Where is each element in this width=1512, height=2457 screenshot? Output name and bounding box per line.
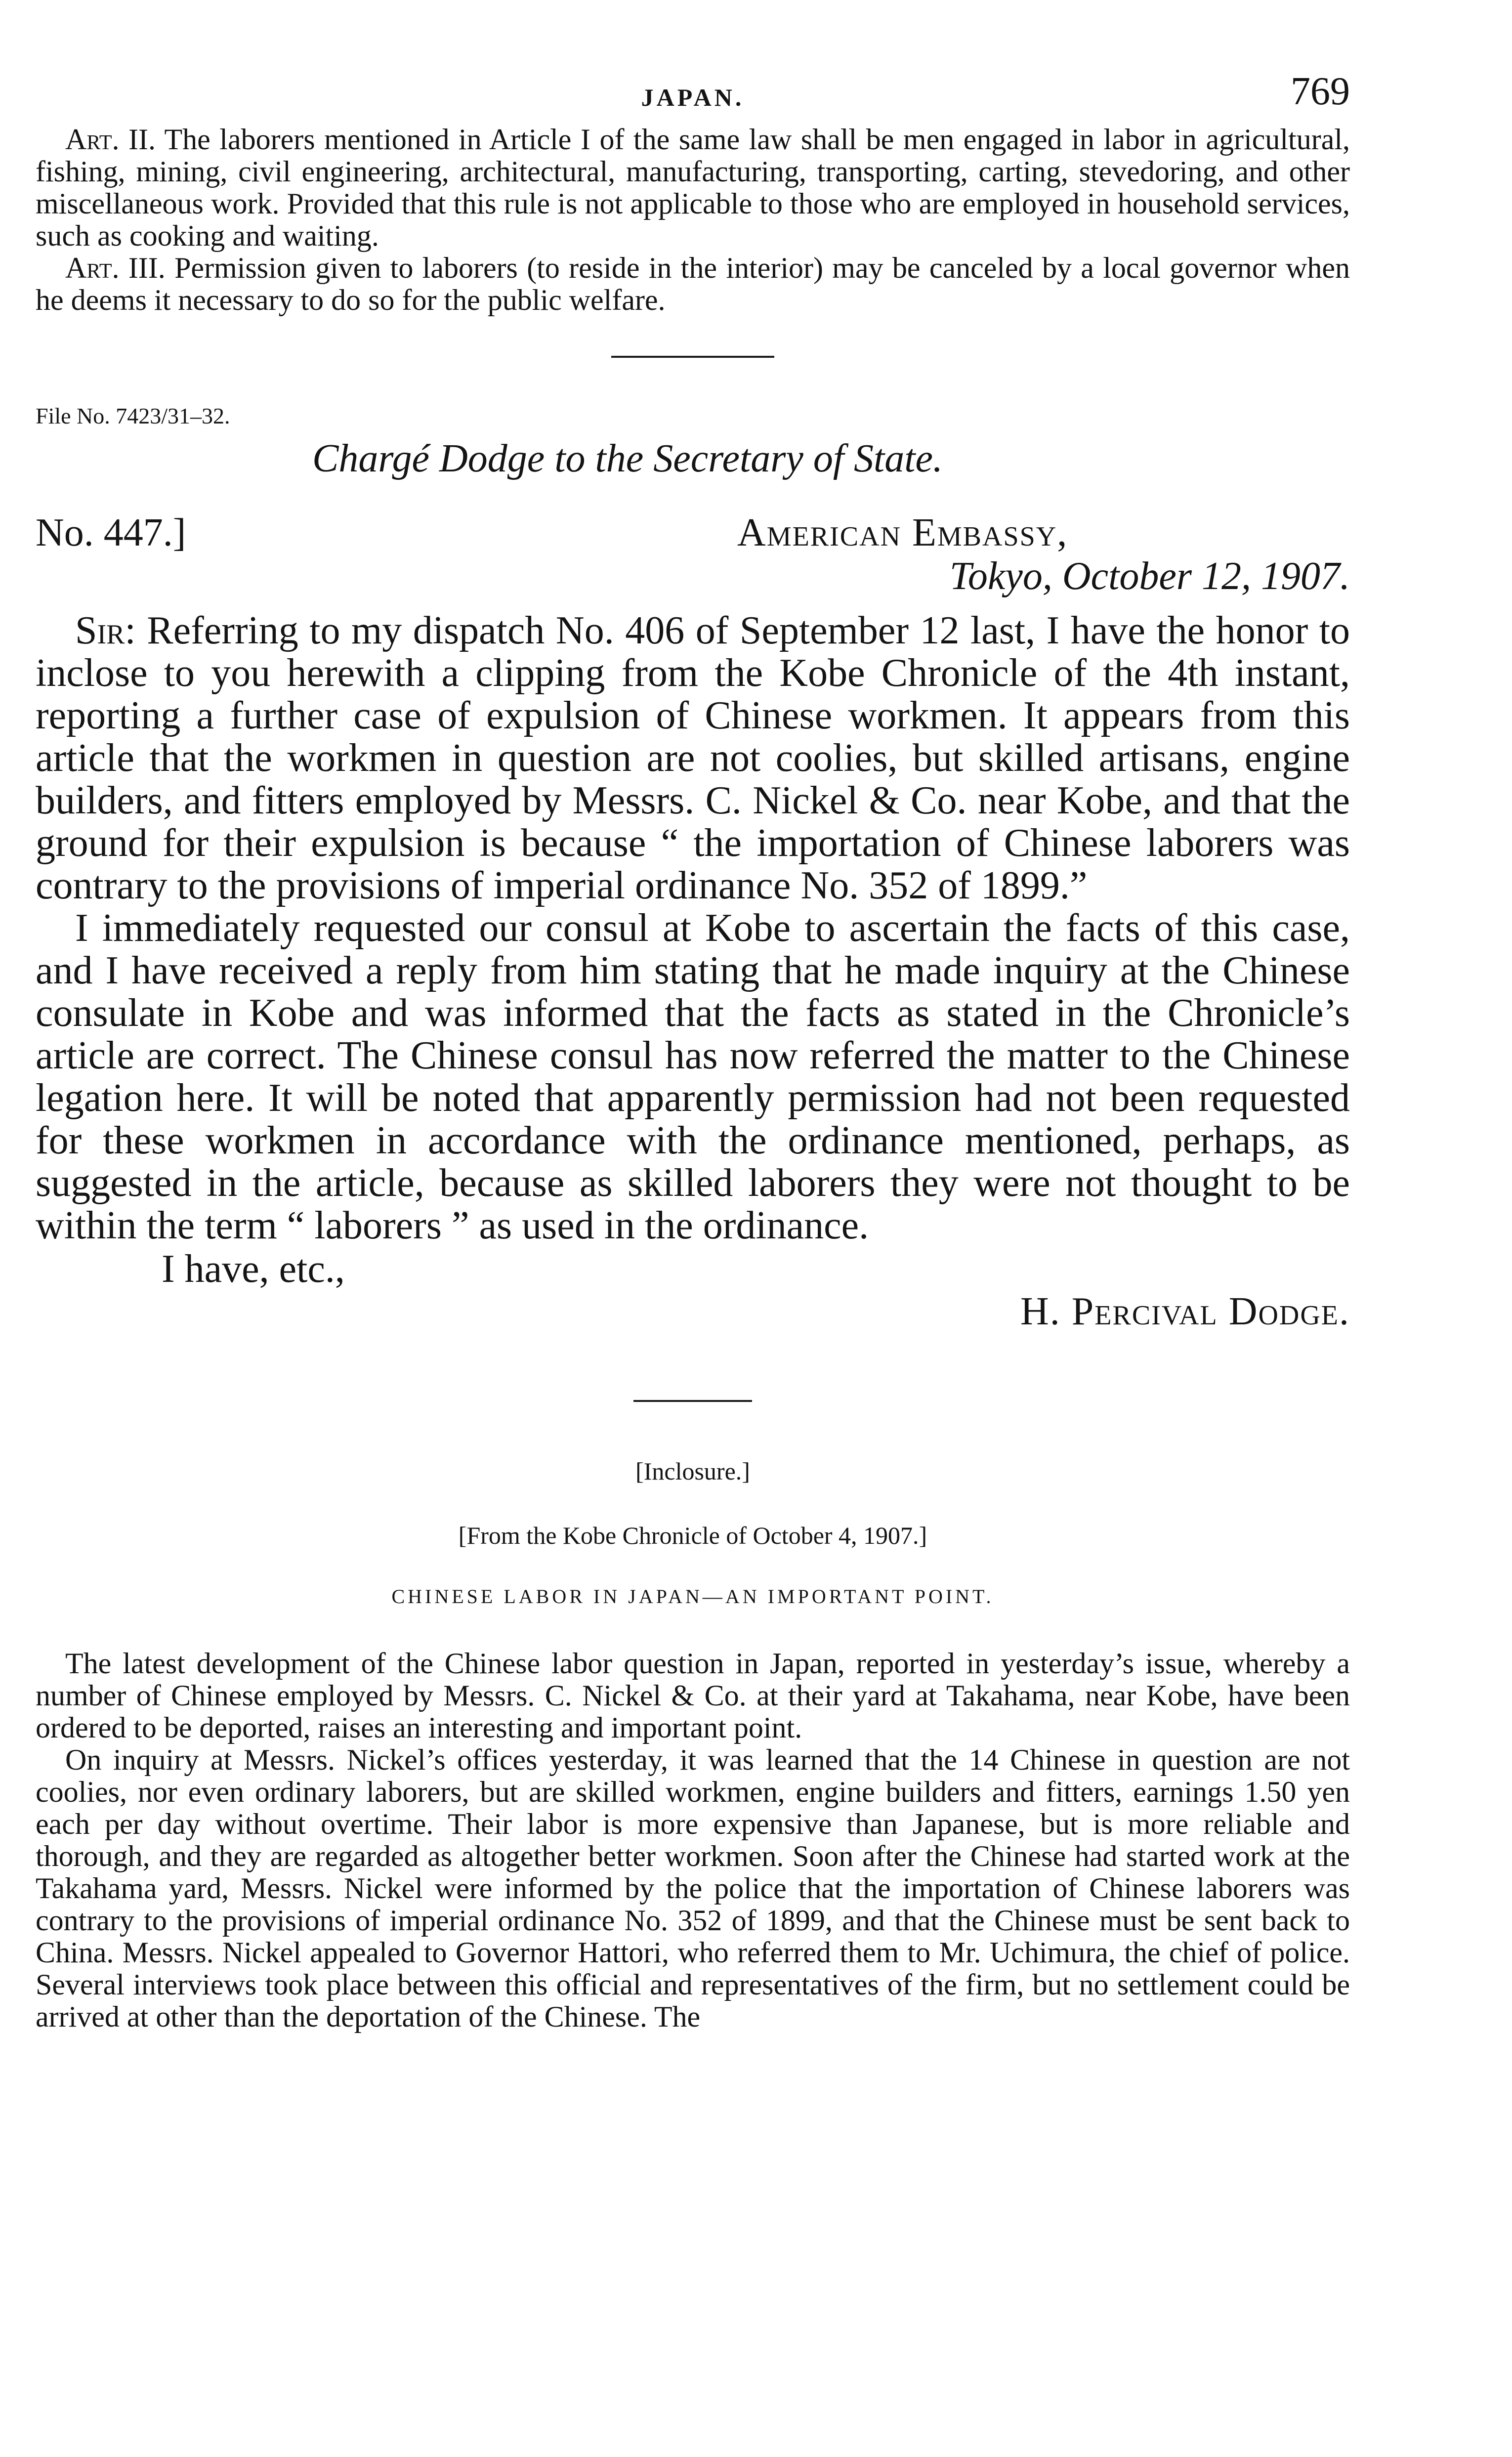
article-3	[36, 252, 1350, 316]
dispatch-date: Tokyo, October 12, 1907.	[949, 554, 1350, 598]
article-2-text: The laborers mentioned in Article I of the same law shall be men engaged in labor in agricultural, fishing, mining, civil engineering, architectural, manufacturing, transporting, carting, stevedoring, and other miscellaneous work. Provided that this rule is not applicable to those who are employed in household services, such as cooking and waiting.	[36, 123, 1350, 252]
dispatch-title: Chargé Dodge to the Secretary of State.	[312, 437, 943, 480]
document-page	[36, 69, 1350, 2033]
running-header	[36, 69, 1350, 124]
embassy-name: American Embassy,	[737, 511, 1068, 554]
dispatch-paragraph-1-text: Referring to my dispatch No. 406 of September 12 last, I have the honor to inclose to you herewith a clipping from the Kobe Chronicle of the 4th instant, reporting a further case of expulsion of Chinese workmen. It appears from this article that the workmen in question are not coolies, but skilled artisans, engine builders, and fitters employed by Messrs. C. Nickel & Co. near Kobe, and that the ground for their expulsion is because “ the importation of Chinese laborers was contrary to the provisions of imperial ordinance No. 352 of 1899.”	[36, 609, 1350, 907]
section-divider	[633, 1400, 752, 1402]
dispatch-paragraph-1	[36, 609, 1350, 907]
page-number: 769	[1291, 70, 1350, 113]
dispatch-body	[36, 609, 1350, 1247]
regulation-articles	[36, 124, 1350, 316]
article-2	[36, 124, 1350, 252]
inclosure-paragraph-2: On inquiry at Messrs. Nickel’s offices yesterday, it was learned that the 14 Chinese in question are not coolies, nor even ordinary laborers, but are skilled workmen, engine builders and fitters, earnings 1.50 yen each per day without overtime. Their labor is more expensive than Japanese, but is more reliable and thorough, and they are regarded as altogether better workmen. Soon after the Chinese had started work at the Takahama yard, Messrs. Nickel were informed by the police that the importation of Chinese laborers was contrary to the provisions of imperial ordinance No. 352 of 1899, and that the Chinese must be sent back to China. Messrs. Nickel appealed to Governor Hattori, who referred them to Mr. Uchimura, the chief of police. Several interviews took place between this official and representatives of the firm, but no settlement could be arrived at other than the deportation of the Chinese. The	[36, 1743, 1350, 2033]
article-2-label: Art. II.	[65, 123, 156, 156]
dispatch-number: No. 447.]	[36, 511, 186, 554]
closing-phrase: I have, etc.,	[162, 1247, 345, 1291]
file-number: File No. 7423/31–32.	[36, 403, 230, 428]
inclosure-body	[36, 1648, 1350, 2033]
inclosure-paragraph-1: The latest development of the Chinese labor question in Japan, reported in yesterday’s issue, whereby a number of Chinese employed by Messrs. C. Nickel & Co. at their yard at Takahama, near Kobe, have been ordered to be deported, raises an interesting and important point.	[36, 1647, 1350, 1744]
article-3-text: Permission given to laborers (to reside in the interior) may be canceled by a local governor when he deems it necessary to do so for the public welfare.	[36, 252, 1350, 316]
article-3-label: Art. III.	[65, 252, 166, 284]
inclosure-source: [From the Kobe Chronicle of October 4, 1907.]	[458, 1522, 927, 1549]
section-divider	[611, 356, 774, 358]
running-title: JAPAN.	[641, 84, 745, 111]
article-headline: CHINESE LABOR IN JAPAN—AN IMPORTANT POINT.	[391, 1585, 994, 1608]
salutation: Sir:	[75, 609, 136, 652]
inclosure-label: [Inclosure.]	[635, 1457, 750, 1485]
dispatch-paragraph-2: I immediately requested our consul at Kobe to ascertain the facts of this case, and I have received a reply from him stating that he made inquiry at the Chinese consulate in Kobe and was informed that the facts as stated in the Chronicle’s article are correct. The Chinese consul has now referred the matter to the Chinese legation here. It will be noted that apparently permission had not been requested for these workmen in accordance with the ordinance mentioned, perhaps, as suggested in the article, because as skilled laborers they were not thought to be within the term “ laborers ” as used in the ordinance.	[36, 906, 1350, 1247]
signature: H. Percival Dodge.	[1020, 1290, 1350, 1333]
dateline	[36, 510, 1350, 609]
closing-block	[36, 1247, 1350, 1336]
